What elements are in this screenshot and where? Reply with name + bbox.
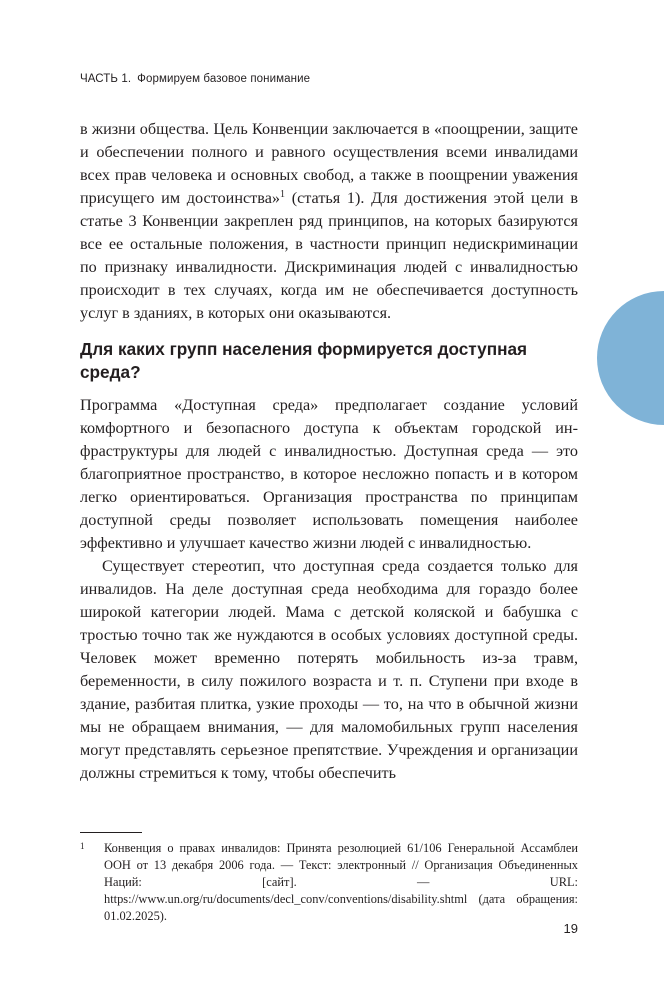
running-head [80, 73, 310, 85]
main-text [80, 118, 578, 785]
paragraph-1-text: в жизни общества. Цель Конвенции заключается в «поощрении, защите и обеспечении полного и равного осуществления всеми инвалидами всех прав человека и основных свобод, а также в поощрении уважения присущего им достоинства» [80, 120, 578, 207]
running-head-title: Формируем базовое понимание [137, 73, 311, 85]
paragraph-3: Существует стереотип, что доступная среда создается только для инвалидов. На деле доступная среда необходима для гораздо более широкой категории людей. Мама с детской коляской и бабушка с тростью точно так же нуждаются в особых условиях доступной среды. Человек может временно потерять мобильность из-за травм, беременности, в силу пожилого возраста и т. п. Ступени при входе в здание, разбитая плитка, узкие проходы — то, на что в обычной жизни мы не обращаем внимания, — для маломобильных групп населения могут представлять серьезное препятствие. Учреждения и организации должны стремиться к тому, чтобы обеспечить [80, 557, 578, 782]
paragraph-1-text-cont: (статья 1). Для достижения этой цели в статье 3 Конвенции закреплен ряд принципов, на которых базируются все ее остальные положения, в частности принцип недискриминации по признаку инвалидности. Дискриминация людей с инвалидностью происходит в тех случаях, когда им не обеспечивается доступность услуг в зданиях, в которых они оказываются. [80, 189, 578, 322]
page-number: 19 [563, 921, 578, 936]
footnote-reference[interactable]: 1 [279, 189, 285, 200]
paragraph-1 [80, 118, 578, 325]
footnote-text: Конвенция о правах инвалидов: Принята резолюцией 61/106 Генеральной Ассамблеи ООН от 13 декабря 2006 года. — Текст: электронный // Организация Объединенных Наций: [сайт]. — URL: https://www.un.org/ru/documents/decl_conv/conventions/disability.shtml (дата обращения: 01.02.2025). [104, 841, 578, 923]
section-heading: Для каких групп населения формируется доступная среда? [80, 339, 528, 382]
paragraph-2: Программа «Доступная среда» предполагает создание условий комфортного и безопасного доступа к объектам городской инфраструктуры для людей с инвалидностью. Доступная среда — это благоприятное пространство, в которое несложно попасть и в котором легко ориентироваться. Организация пространства по принципам доступной среды позволяет использовать помещения наиболее эффективно и улучшает качество жизни людей с инвалидностью. [80, 396, 578, 552]
footnote-divider [80, 832, 142, 833]
chapter-tab-marker [597, 291, 664, 425]
footnote-number: 1 [80, 841, 85, 851]
footnote [80, 840, 578, 925]
running-head-part: ЧАСТЬ 1. [80, 73, 132, 85]
